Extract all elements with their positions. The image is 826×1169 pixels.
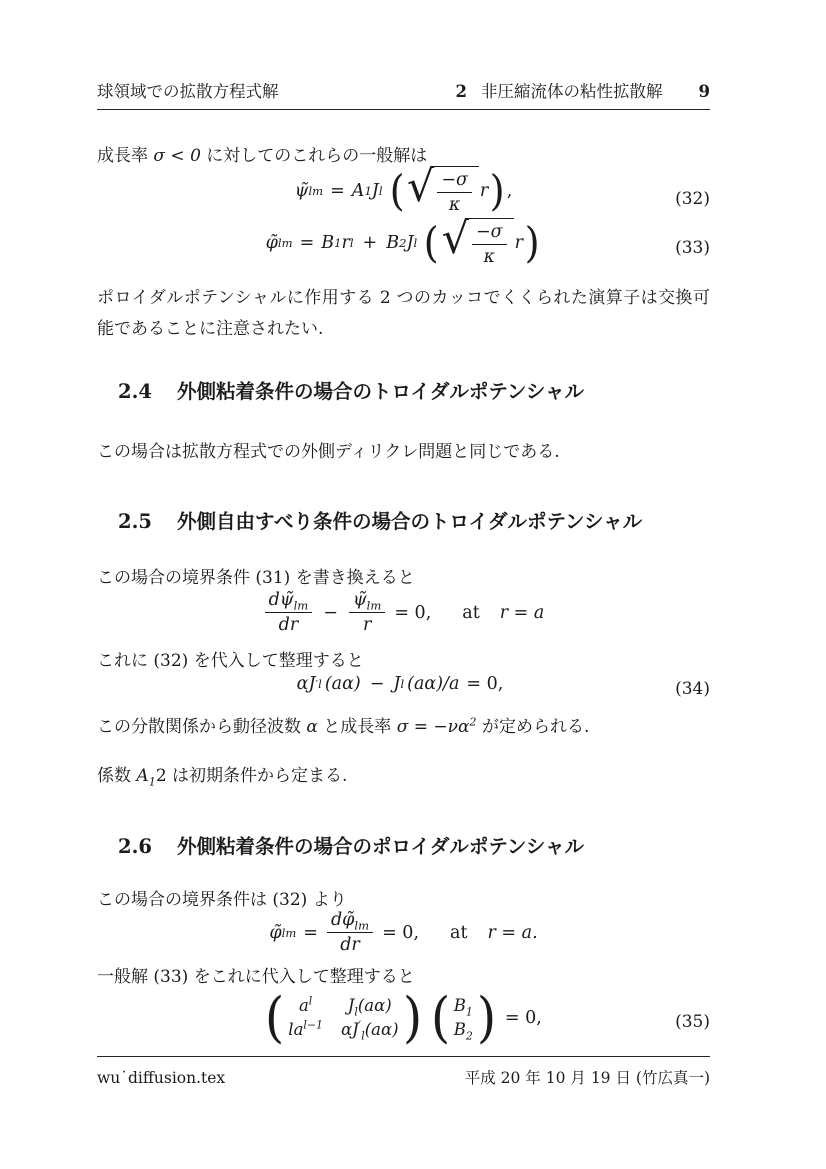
math-subscript: l — [354, 1005, 358, 1019]
paragraph-dispersion — [97, 712, 710, 743]
paragraph-2-6b: 一般解 (33) をこれに代入して整理すると — [97, 967, 415, 987]
numerator — [327, 910, 373, 933]
paragraph-coefficient — [97, 761, 710, 792]
math-inline: σ < 0 — [153, 146, 201, 166]
open-paren: ( — [430, 986, 450, 1049]
math-token: /a — [443, 674, 460, 694]
matrix-cell — [347, 996, 392, 1019]
equation-bc-toroidal — [97, 590, 710, 644]
paragraph-remark: ポロイダルポテンシャルに作用する 2 つのカッコでくくられた演算子は交換可能であることに注意されたい. — [97, 288, 710, 339]
text-run: 成長率 — [97, 146, 154, 166]
math-token: φ̃ — [265, 232, 278, 253]
running-section-title: 非圧縮流体の粘性拡散解 — [481, 83, 663, 101]
math-subscript: 1 — [148, 775, 156, 789]
at-keyword: at — [462, 602, 480, 623]
page-header — [97, 78, 710, 110]
paragraph-2-5: この場合の境界条件 (31) を書き換えると — [97, 568, 415, 588]
denominator: r — [362, 615, 372, 636]
math-subscript: lm — [354, 918, 370, 933]
math-token: α — [340, 1020, 353, 1040]
square-root — [441, 214, 514, 268]
math-token: B — [453, 1020, 466, 1040]
minus-sign: − — [369, 674, 385, 694]
radical-icon: √ — [441, 214, 469, 264]
math-token: d — [330, 910, 343, 930]
math-token: = 0, — [504, 1007, 542, 1028]
text-run: は初期条件から定まる. — [166, 766, 348, 786]
math-subscript: 1 — [465, 1005, 473, 1019]
equation-tag: (35) — [675, 1012, 710, 1032]
denominator: dr — [278, 615, 299, 636]
fraction — [437, 170, 472, 215]
math-token: (aα) — [364, 1020, 399, 1040]
equation-tag: (34) — [675, 679, 710, 699]
math-token: r — [514, 232, 523, 253]
bessel-symbol: J — [308, 674, 316, 694]
math-token: ψ̃ — [352, 590, 367, 610]
close-paren: ) — [402, 986, 422, 1049]
numerator: −σ — [437, 170, 472, 193]
section-title: 外側自由すべり条件の場合のトロイダルポテンシャル — [176, 511, 643, 533]
section-heading-2-5 — [97, 506, 731, 534]
math-token: = 0, — [466, 674, 504, 694]
bessel-symbol: J — [393, 674, 401, 694]
fraction — [327, 910, 373, 955]
matrix-cell — [299, 996, 312, 1015]
equation-body: φ̃ lm = B 1 r l + B 2 J l ( √ $\frac{-\sigma}{\kappa}$ r ) — [265, 214, 540, 268]
math-inline: α — [306, 717, 318, 737]
text-run: 係数 — [97, 766, 137, 786]
math-token: B — [453, 996, 466, 1016]
equation-33 — [97, 214, 710, 278]
math-token: r — [341, 232, 350, 253]
math-superscript: l−1 — [303, 1018, 323, 1032]
math-subscript: lm — [293, 598, 309, 613]
math-subscript: 2 — [465, 1029, 473, 1043]
section-heading-2-6 — [97, 831, 731, 859]
math-token: ψ̃ — [279, 590, 294, 610]
numerator: −σ — [472, 222, 507, 245]
math-subscript: lm — [366, 598, 382, 613]
bessel-symbol: J — [371, 180, 379, 201]
section-number: 2.6 — [118, 835, 152, 858]
section-title: 外側粘着条件の場合のポロイダルポテンシャル — [176, 836, 585, 858]
vector-cell — [453, 996, 473, 1019]
equation-tag: (32) — [675, 189, 710, 209]
math-token: , — [506, 180, 513, 201]
math-token: r — [479, 180, 489, 201]
bessel-symbol: J — [352, 1020, 359, 1040]
footer-filename: wu˙diffusion.tex — [97, 1069, 226, 1087]
math-token: φ̃ — [269, 922, 282, 943]
radicand — [432, 166, 479, 215]
numerator — [265, 590, 313, 613]
text-run: 2 — [155, 766, 167, 786]
running-head-right — [456, 78, 710, 102]
math-token: α — [296, 674, 309, 694]
equation-bc-poloidal — [97, 910, 710, 962]
matrix-cell — [340, 1018, 399, 1043]
fraction — [349, 590, 385, 635]
equation-tag: (33) — [675, 238, 710, 258]
paragraph-2-4: この場合は拡散方程式での外側ディリクレ問題と同じである. — [97, 442, 560, 462]
paragraph-2-6: この場合の境界条件は (32) より — [97, 890, 347, 910]
math-superscript: 2 — [469, 715, 477, 729]
denominator: κ — [448, 195, 461, 216]
math-inline: A — [136, 766, 149, 786]
math-token: A — [351, 180, 365, 201]
running-head-left: 球領域での拡散方程式解 — [97, 83, 279, 101]
equals-sign: = — [299, 232, 315, 253]
vector-cell — [453, 1020, 473, 1043]
math-token: a — [298, 996, 309, 1016]
radical-icon: √ — [406, 162, 435, 212]
matrix-2x2 — [288, 994, 399, 1043]
equation-body: φ̃ lm = $\frac{d\varphĩ_{lm}}{dr}$ = 0, at r = a. — [269, 910, 538, 956]
close-paren: ) — [524, 217, 540, 267]
math-token: (aα) — [407, 674, 444, 694]
text-run: が定められる. — [476, 717, 590, 737]
equation-body: ψ̃ lm = A 1 J l ( √ $\frac{-\sigma}{\kappa}$ r ) , — [294, 162, 513, 216]
math-subscript: l — [361, 1029, 365, 1043]
math-token: (aα) — [357, 996, 392, 1016]
denominator: κ — [483, 247, 496, 268]
denominator: dr — [340, 935, 360, 956]
vector-2x1 — [453, 996, 473, 1043]
bessel-symbol: J — [406, 232, 414, 253]
open-paren: ( — [423, 217, 439, 267]
equation-body — [263, 590, 545, 635]
math-superscript: l — [308, 994, 313, 1008]
math-token: (aα) — [324, 674, 361, 694]
paragraph-2-5b: これに (32) を代入して整理すると — [97, 651, 364, 671]
math-token: l — [288, 1020, 294, 1040]
radicand — [467, 218, 514, 267]
equals-sign: = — [330, 180, 345, 201]
equation-35 — [97, 986, 710, 1052]
section-number: 2.4 — [118, 380, 152, 403]
math-token: r = a — [499, 602, 545, 623]
close-paren: ) — [489, 165, 506, 215]
equals-sign: = — [303, 922, 318, 943]
open-paren: ( — [389, 165, 405, 215]
text-run: に対してのこれらの一般解は — [200, 146, 428, 166]
equation-body — [258, 986, 549, 1049]
equation-body: α J ′ l (aα) − J l (aα) /a = 0, — [296, 674, 504, 694]
text-run: と成長率 — [317, 717, 397, 737]
matrix-cell — [288, 1020, 323, 1039]
section-title: 外側粘着条件の場合のトロイダルポテンシャル — [176, 381, 585, 403]
numerator — [349, 590, 385, 613]
plus-sign: + — [362, 232, 378, 253]
section-number: 2.5 — [118, 510, 152, 533]
math-token: φ̃ — [342, 910, 355, 930]
prime-mark: ′ — [358, 1018, 362, 1032]
at-keyword: at — [450, 922, 468, 943]
fraction — [472, 222, 507, 267]
bessel-symbol: J — [347, 996, 355, 1016]
math-token: a — [293, 1020, 304, 1040]
math-token: = 0, — [382, 922, 420, 943]
math-token: d — [268, 590, 280, 610]
page-footer — [97, 1056, 710, 1088]
math-token: ψ̃ — [294, 180, 309, 201]
minus-sign: − — [323, 602, 338, 623]
text-run: この分散関係から動径波数 — [97, 717, 307, 737]
math-token: = 0, — [394, 602, 432, 623]
footer-date: 平成 20 年 10 月 19 日 (竹広真一) — [464, 1069, 710, 1087]
page-number: 9 — [698, 82, 710, 101]
math-token: B — [321, 232, 335, 253]
fraction — [265, 590, 313, 635]
math-inline: σ = −να — [396, 717, 470, 737]
equation-34 — [97, 674, 710, 704]
math-token: r = a. — [487, 922, 538, 943]
close-paren: ) — [476, 986, 497, 1049]
open-paren: ( — [265, 986, 285, 1049]
square-root — [406, 162, 479, 216]
running-section-number: 2 — [455, 82, 468, 101]
section-heading-2-4 — [97, 376, 731, 404]
math-token: B — [386, 232, 400, 253]
